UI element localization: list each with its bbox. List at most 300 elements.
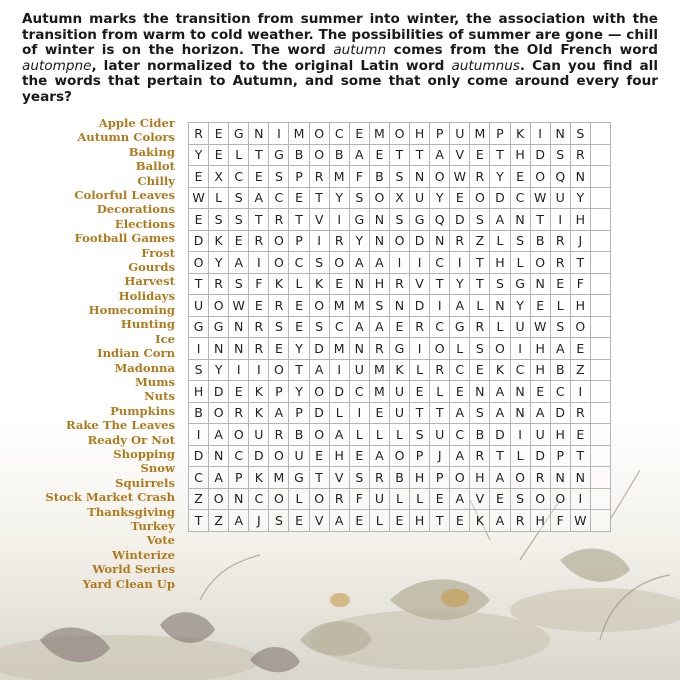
grid-cell[interactable]: P — [269, 381, 289, 403]
grid-cell[interactable]: L — [390, 424, 410, 446]
grid-cell[interactable]: A — [490, 209, 510, 231]
grid-cell[interactable]: L — [229, 145, 249, 167]
grid-cell[interactable]: E — [249, 295, 269, 317]
grid-cell[interactable]: O — [531, 252, 551, 274]
grid-cell[interactable]: W — [229, 295, 249, 317]
grid-cell[interactable]: T — [490, 446, 510, 468]
grid-cell[interactable]: E — [350, 123, 370, 145]
grid-cell[interactable]: A — [450, 489, 470, 511]
grid-cell[interactable]: I — [511, 338, 531, 360]
grid-cell[interactable]: E — [289, 295, 309, 317]
grid-cell[interactable]: W — [571, 510, 591, 532]
grid-cell[interactable]: R — [189, 123, 209, 145]
grid-cell[interactable]: U — [189, 295, 209, 317]
grid-cell[interactable]: N — [531, 274, 551, 296]
grid-cell[interactable]: A — [430, 145, 450, 167]
grid-cell[interactable]: Z — [571, 360, 591, 382]
grid-cell[interactable]: O — [310, 295, 330, 317]
grid-cell[interactable]: T — [430, 403, 450, 425]
grid-cell[interactable]: E — [410, 381, 430, 403]
grid-cell[interactable]: R — [571, 145, 591, 167]
grid-cell[interactable]: S — [470, 338, 490, 360]
grid-cell[interactable]: E — [551, 274, 571, 296]
grid-cell[interactable]: C — [450, 360, 470, 382]
grid-cell[interactable]: E — [209, 145, 229, 167]
grid-cell[interactable]: R — [531, 467, 551, 489]
grid-cell[interactable]: N — [511, 403, 531, 425]
grid-cell[interactable]: N — [370, 231, 390, 253]
grid-cell[interactable]: G — [289, 467, 309, 489]
grid-cell[interactable]: I — [390, 252, 410, 274]
grid-cell[interactable]: T — [410, 403, 430, 425]
grid-cell[interactable]: T — [470, 252, 490, 274]
grid-cell[interactable]: G — [229, 123, 249, 145]
grid-cell[interactable]: C — [511, 360, 531, 382]
grid-cell[interactable]: H — [189, 381, 209, 403]
grid-cell[interactable]: S — [269, 166, 289, 188]
grid-cell[interactable]: P — [289, 231, 309, 253]
grid-cell[interactable]: S — [310, 317, 330, 339]
grid-cell[interactable]: A — [350, 317, 370, 339]
grid-cell[interactable] — [591, 467, 611, 489]
grid-cell[interactable]: E — [269, 338, 289, 360]
grid-cell[interactable]: P — [229, 467, 249, 489]
grid-cell[interactable]: O — [511, 467, 531, 489]
grid-cell[interactable]: H — [410, 467, 430, 489]
grid-cell[interactable]: S — [390, 166, 410, 188]
grid-cell[interactable]: G — [350, 209, 370, 231]
grid-cell[interactable]: P — [289, 166, 309, 188]
grid-cell[interactable] — [591, 231, 611, 253]
grid-cell[interactable]: G — [269, 145, 289, 167]
grid-cell[interactable] — [591, 446, 611, 468]
grid-cell[interactable]: I — [249, 360, 269, 382]
grid-cell[interactable]: L — [490, 231, 510, 253]
grid-cell[interactable]: U — [450, 123, 470, 145]
grid-cell[interactable]: R — [370, 467, 390, 489]
grid-cell[interactable]: V — [330, 467, 350, 489]
grid-cell[interactable]: N — [511, 209, 531, 231]
grid-cell[interactable]: O — [430, 338, 450, 360]
grid-cell[interactable]: S — [350, 467, 370, 489]
grid-cell[interactable]: R — [551, 252, 571, 274]
grid-cell[interactable]: Q — [430, 209, 450, 231]
grid-cell[interactable]: A — [370, 317, 390, 339]
grid-cell[interactable] — [591, 381, 611, 403]
grid-cell[interactable]: A — [269, 403, 289, 425]
grid-cell[interactable]: A — [209, 467, 229, 489]
grid-cell[interactable]: Q — [551, 166, 571, 188]
grid-cell[interactable]: I — [571, 381, 591, 403]
grid-cell[interactable]: A — [531, 403, 551, 425]
grid-cell[interactable]: K — [249, 467, 269, 489]
grid-cell[interactable]: H — [531, 510, 551, 532]
grid-cell[interactable]: S — [490, 274, 510, 296]
grid-cell[interactable]: A — [330, 424, 350, 446]
grid-cell[interactable]: R — [511, 510, 531, 532]
grid-cell[interactable]: H — [370, 274, 390, 296]
grid-cell[interactable]: D — [410, 231, 430, 253]
grid-cell[interactable]: S — [209, 209, 229, 231]
grid-cell[interactable]: W — [531, 317, 551, 339]
grid-cell[interactable]: H — [490, 252, 510, 274]
grid-cell[interactable]: M — [370, 381, 390, 403]
grid-cell[interactable]: B — [470, 424, 490, 446]
grid-cell[interactable]: S — [390, 209, 410, 231]
grid-cell[interactable]: T — [310, 188, 330, 210]
grid-cell[interactable]: N — [430, 231, 450, 253]
grid-cell[interactable]: T — [310, 467, 330, 489]
grid-cell[interactable]: C — [350, 381, 370, 403]
grid-cell[interactable]: C — [430, 252, 450, 274]
grid-cell[interactable]: E — [370, 403, 390, 425]
grid-cell[interactable] — [591, 510, 611, 532]
grid-cell[interactable]: U — [551, 188, 571, 210]
grid-cell[interactable]: N — [571, 166, 591, 188]
grid-cell[interactable]: A — [310, 360, 330, 382]
grid-cell[interactable]: P — [430, 123, 450, 145]
grid-cell[interactable]: O — [209, 403, 229, 425]
grid-cell[interactable]: I — [551, 209, 571, 231]
grid-cell[interactable]: Z — [470, 231, 490, 253]
grid-cell[interactable]: R — [330, 489, 350, 511]
grid-cell[interactable]: E — [189, 166, 209, 188]
grid-cell[interactable]: M — [370, 360, 390, 382]
grid-cell[interactable]: R — [229, 403, 249, 425]
grid-cell[interactable]: F — [350, 166, 370, 188]
grid-cell[interactable]: B — [551, 360, 571, 382]
grid-cell[interactable]: O — [551, 489, 571, 511]
grid-cell[interactable]: P — [289, 403, 309, 425]
grid-cell[interactable]: J — [430, 446, 450, 468]
grid-cell[interactable] — [591, 338, 611, 360]
grid-cell[interactable]: B — [390, 467, 410, 489]
grid-cell[interactable]: U — [531, 424, 551, 446]
grid-cell[interactable]: C — [269, 188, 289, 210]
grid-cell[interactable]: R — [249, 338, 269, 360]
grid-cell[interactable]: R — [430, 360, 450, 382]
grid-cell[interactable]: R — [249, 231, 269, 253]
grid-cell[interactable]: A — [350, 145, 370, 167]
grid-cell[interactable]: E — [370, 145, 390, 167]
grid-cell[interactable]: O — [209, 489, 229, 511]
grid-cell[interactable]: E — [189, 209, 209, 231]
grid-cell[interactable]: T — [571, 446, 591, 468]
grid-cell[interactable]: C — [229, 166, 249, 188]
grid-cell[interactable]: V — [450, 145, 470, 167]
grid-cell[interactable]: A — [490, 381, 510, 403]
grid-cell[interactable]: N — [209, 446, 229, 468]
grid-cell[interactable]: R — [209, 274, 229, 296]
grid-cell[interactable]: S — [350, 188, 370, 210]
grid-cell[interactable]: R — [370, 338, 390, 360]
grid-cell[interactable]: O — [229, 424, 249, 446]
grid-cell[interactable]: D — [310, 338, 330, 360]
grid-cell[interactable]: N — [350, 338, 370, 360]
grid-cell[interactable]: T — [390, 145, 410, 167]
grid-cell[interactable]: E — [390, 317, 410, 339]
grid-cell[interactable]: E — [249, 166, 269, 188]
grid-cell[interactable]: C — [330, 317, 350, 339]
grid-cell[interactable]: O — [209, 295, 229, 317]
grid-cell[interactable]: I — [350, 403, 370, 425]
grid-cell[interactable]: E — [350, 446, 370, 468]
grid-cell[interactable]: S — [470, 403, 490, 425]
grid-cell[interactable]: D — [209, 381, 229, 403]
grid-cell[interactable]: A — [450, 403, 470, 425]
grid-cell[interactable] — [591, 424, 611, 446]
grid-cell[interactable]: E — [571, 338, 591, 360]
grid-cell[interactable]: U — [410, 188, 430, 210]
grid-cell[interactable]: S — [229, 209, 249, 231]
grid-cell[interactable]: S — [269, 510, 289, 532]
grid-cell[interactable]: Y — [189, 145, 209, 167]
grid-cell[interactable]: L — [330, 403, 350, 425]
grid-cell[interactable]: O — [531, 166, 551, 188]
grid-cell[interactable]: D — [410, 295, 430, 317]
grid-cell[interactable]: G — [511, 274, 531, 296]
grid-cell[interactable]: G — [189, 317, 209, 339]
grid-cell[interactable]: R — [571, 403, 591, 425]
grid-cell[interactable]: U — [390, 403, 410, 425]
grid-cell[interactable]: A — [551, 338, 571, 360]
grid-cell[interactable]: P — [410, 446, 430, 468]
grid-cell[interactable]: O — [370, 188, 390, 210]
grid-cell[interactable] — [591, 209, 611, 231]
grid-cell[interactable]: L — [450, 338, 470, 360]
grid-cell[interactable]: L — [490, 317, 510, 339]
grid-cell[interactable]: O — [189, 252, 209, 274]
grid-cell[interactable]: E — [229, 381, 249, 403]
grid-cell[interactable]: X — [390, 188, 410, 210]
grid-cell[interactable]: Y — [350, 231, 370, 253]
grid-cell[interactable]: A — [229, 510, 249, 532]
grid-cell[interactable]: T — [490, 145, 510, 167]
grid-cell[interactable]: D — [551, 403, 571, 425]
grid-cell[interactable]: E — [490, 489, 510, 511]
grid-cell[interactable]: T — [189, 510, 209, 532]
grid-cell[interactable]: I — [450, 252, 470, 274]
grid-cell[interactable]: C — [229, 446, 249, 468]
grid-cell[interactable]: K — [511, 123, 531, 145]
grid-cell[interactable]: O — [330, 252, 350, 274]
grid-cell[interactable]: E — [310, 446, 330, 468]
grid-cell[interactable]: E — [450, 381, 470, 403]
grid-cell[interactable] — [591, 123, 611, 145]
grid-cell[interactable]: I — [229, 360, 249, 382]
grid-cell[interactable]: N — [410, 166, 430, 188]
grid-cell[interactable]: M — [470, 123, 490, 145]
grid-cell[interactable]: D — [490, 188, 510, 210]
grid-cell[interactable]: R — [269, 295, 289, 317]
grid-cell[interactable]: G — [209, 317, 229, 339]
grid-cell[interactable]: E — [350, 510, 370, 532]
grid-cell[interactable]: F — [249, 274, 269, 296]
grid-cell[interactable] — [591, 489, 611, 511]
grid-cell[interactable]: R — [269, 209, 289, 231]
grid-cell[interactable]: R — [450, 231, 470, 253]
grid-cell[interactable]: E — [289, 188, 309, 210]
grid-cell[interactable]: I — [410, 338, 430, 360]
grid-cell[interactable]: B — [289, 424, 309, 446]
grid-cell[interactable]: F — [350, 489, 370, 511]
grid-cell[interactable]: I — [531, 123, 551, 145]
grid-cell[interactable]: E — [470, 360, 490, 382]
grid-cell[interactable]: N — [370, 209, 390, 231]
grid-cell[interactable]: N — [229, 338, 249, 360]
grid-cell[interactable]: D — [330, 381, 350, 403]
grid-cell[interactable]: O — [390, 123, 410, 145]
grid-cell[interactable] — [591, 188, 611, 210]
grid-cell[interactable]: N — [571, 467, 591, 489]
grid-cell[interactable]: Y — [289, 381, 309, 403]
grid-cell[interactable]: D — [189, 231, 209, 253]
grid-cell[interactable] — [591, 145, 611, 167]
grid-cell[interactable]: Y — [209, 252, 229, 274]
grid-cell[interactable]: V — [310, 209, 330, 231]
grid-cell[interactable]: I — [330, 209, 350, 231]
grid-cell[interactable]: D — [490, 424, 510, 446]
grid-cell[interactable]: A — [350, 252, 370, 274]
grid-cell[interactable]: H — [330, 446, 350, 468]
grid-cell[interactable]: H — [571, 209, 591, 231]
grid-cell[interactable]: V — [410, 274, 430, 296]
grid-cell[interactable]: H — [511, 145, 531, 167]
grid-cell[interactable]: V — [310, 510, 330, 532]
grid-cell[interactable]: H — [470, 467, 490, 489]
grid-cell[interactable]: A — [490, 403, 510, 425]
grid-cell[interactable]: W — [189, 188, 209, 210]
grid-cell[interactable]: L — [209, 188, 229, 210]
grid-cell[interactable]: J — [249, 510, 269, 532]
grid-cell[interactable]: U — [390, 381, 410, 403]
grid-cell[interactable]: G — [410, 209, 430, 231]
grid-cell[interactable]: A — [229, 252, 249, 274]
grid-cell[interactable]: S — [189, 360, 209, 382]
grid-cell[interactable]: O — [310, 145, 330, 167]
grid-cell[interactable]: R — [470, 317, 490, 339]
grid-cell[interactable]: N — [490, 295, 510, 317]
grid-cell[interactable]: I — [511, 424, 531, 446]
grid-cell[interactable]: N — [350, 274, 370, 296]
grid-cell[interactable]: A — [249, 188, 269, 210]
grid-cell[interactable]: M — [330, 338, 350, 360]
grid-cell[interactable]: N — [511, 381, 531, 403]
grid-cell[interactable]: L — [370, 424, 390, 446]
grid-cell[interactable]: A — [490, 467, 510, 489]
grid-cell[interactable]: F — [551, 510, 571, 532]
grid-cell[interactable]: P — [551, 446, 571, 468]
grid-cell[interactable]: A — [330, 510, 350, 532]
grid-cell[interactable]: R — [310, 166, 330, 188]
grid-cell[interactable]: O — [390, 231, 410, 253]
grid-cell[interactable]: N — [209, 338, 229, 360]
grid-cell[interactable]: X — [209, 166, 229, 188]
grid-cell[interactable]: I — [571, 489, 591, 511]
grid-cell[interactable]: Y — [330, 188, 350, 210]
grid-cell[interactable]: R — [269, 424, 289, 446]
grid-cell[interactable]: R — [551, 231, 571, 253]
grid-cell[interactable]: O — [310, 424, 330, 446]
grid-cell[interactable]: S — [511, 231, 531, 253]
grid-cell[interactable]: S — [310, 252, 330, 274]
grid-cell[interactable]: O — [571, 317, 591, 339]
grid-cell[interactable] — [591, 360, 611, 382]
grid-cell[interactable]: C — [330, 123, 350, 145]
grid-cell[interactable]: K — [249, 403, 269, 425]
grid-cell[interactable]: T — [571, 252, 591, 274]
grid-cell[interactable] — [591, 317, 611, 339]
grid-cell[interactable]: E — [450, 188, 470, 210]
grid-cell[interactable]: E — [531, 295, 551, 317]
grid-cell[interactable]: E — [470, 145, 490, 167]
grid-cell[interactable]: F — [571, 274, 591, 296]
grid-cell[interactable]: O — [450, 467, 470, 489]
grid-cell[interactable]: S — [410, 424, 430, 446]
grid-cell[interactable]: O — [390, 446, 410, 468]
grid-cell[interactable]: L — [511, 446, 531, 468]
grid-cell[interactable]: T — [410, 145, 430, 167]
grid-cell[interactable]: L — [390, 489, 410, 511]
grid-cell[interactable]: C — [511, 188, 531, 210]
grid-cell[interactable]: D — [310, 403, 330, 425]
grid-cell[interactable]: W — [450, 166, 470, 188]
grid-cell[interactable]: E — [531, 381, 551, 403]
grid-cell[interactable]: A — [209, 424, 229, 446]
grid-cell[interactable]: I — [310, 231, 330, 253]
grid-cell[interactable]: L — [511, 252, 531, 274]
grid-cell[interactable]: G — [450, 317, 470, 339]
grid-cell[interactable]: T — [249, 145, 269, 167]
grid-cell[interactable]: G — [390, 338, 410, 360]
grid-cell[interactable]: E — [209, 123, 229, 145]
grid-cell[interactable]: I — [410, 252, 430, 274]
grid-cell[interactable]: H — [551, 424, 571, 446]
grid-cell[interactable]: U — [350, 360, 370, 382]
grid-cell[interactable]: N — [551, 467, 571, 489]
grid-cell[interactable]: T — [289, 360, 309, 382]
grid-cell[interactable]: L — [370, 510, 390, 532]
grid-cell[interactable]: C — [450, 424, 470, 446]
grid-cell[interactable]: W — [531, 188, 551, 210]
grid-cell[interactable]: E — [330, 274, 350, 296]
grid-cell[interactable]: Y — [289, 338, 309, 360]
grid-cell[interactable]: K — [390, 360, 410, 382]
grid-cell[interactable]: N — [249, 123, 269, 145]
grid-cell[interactable]: D — [450, 209, 470, 231]
grid-cell[interactable]: M — [350, 295, 370, 317]
grid-cell[interactable]: B — [289, 145, 309, 167]
grid-cell[interactable]: T — [249, 209, 269, 231]
grid-cell[interactable]: D — [249, 446, 269, 468]
grid-cell[interactable]: U — [289, 446, 309, 468]
grid-cell[interactable]: R — [470, 166, 490, 188]
grid-cell[interactable]: Y — [490, 166, 510, 188]
grid-cell[interactable]: M — [269, 467, 289, 489]
grid-cell[interactable]: I — [430, 295, 450, 317]
grid-cell[interactable]: T — [470, 274, 490, 296]
grid-cell[interactable]: Z — [189, 489, 209, 511]
grid-cell[interactable]: O — [310, 381, 330, 403]
grid-cell[interactable]: I — [330, 360, 350, 382]
grid-cell[interactable]: A — [490, 510, 510, 532]
grid-cell[interactable]: K — [490, 360, 510, 382]
grid-cell[interactable]: R — [470, 446, 490, 468]
grid-cell[interactable]: H — [410, 510, 430, 532]
grid-cell[interactable]: L — [289, 274, 309, 296]
grid-cell[interactable]: E — [430, 489, 450, 511]
grid-cell[interactable]: A — [370, 252, 390, 274]
